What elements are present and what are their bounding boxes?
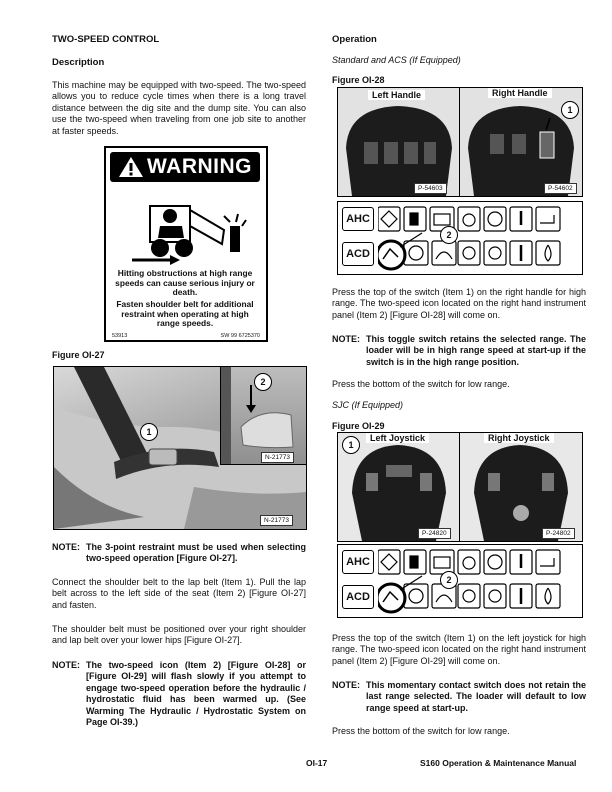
note-text: This toggle switch retains the selected range. The loader will be in high range speed at start-up if the switch is in the high range position. xyxy=(366,334,586,367)
figure-29-left-joystick-photo xyxy=(337,432,461,542)
right-joystick-label: Right Joystick xyxy=(484,433,554,443)
figure-27-label: Figure OI-27 xyxy=(52,350,105,360)
figure-28-label: Figure OI-28 xyxy=(332,75,385,85)
right-handle-label: Right Handle xyxy=(488,88,552,98)
warning-hazard-text: Hitting obstructions at high range speeds can cause serious injury or death. xyxy=(115,268,255,298)
note-toggle-switch xyxy=(332,334,586,368)
page-number: OI-17 xyxy=(306,758,328,768)
warning-code-right: SW 99 6725370 xyxy=(220,333,260,339)
note-label: NOTE: xyxy=(52,660,80,670)
figure-29-label: Figure OI-29 xyxy=(332,421,385,431)
figure-27-callout-1: 1 xyxy=(140,423,158,441)
warning-header xyxy=(110,152,260,182)
figure-27-callout-2: 2 xyxy=(254,373,272,391)
description-heading: Description xyxy=(52,57,105,68)
left-handle-drawing xyxy=(338,88,460,196)
para-belt-position: The shoulder belt must be positioned over your right shoulder and lap belt over your lower hips [Figure OI-27]. xyxy=(52,624,306,646)
left-handle-label: Left Handle xyxy=(368,90,425,100)
loader-collision-icon xyxy=(112,186,258,266)
sjc-subheading: SJC (If Equipped) xyxy=(332,400,404,410)
figure-28-right-handle-photo xyxy=(459,87,583,197)
warning-decal xyxy=(104,146,268,342)
figure-29-ref-left: P-24820 xyxy=(418,528,451,539)
note-text: The two-speed icon (Item 2) [Figure OI-28] or [Figure OI-29] will flash slowly if you attempt to engage two-speed operation before the hydraulic / hydrostatic fluid has been warmed up. (See Warming The Hydraulic / Hydrostatic System on Page OI-39.) xyxy=(86,660,306,728)
note-restraint xyxy=(52,542,306,565)
warning-title: WARNING xyxy=(147,155,252,178)
note-label: NOTE: xyxy=(332,680,360,690)
left-joystick-label: Left Joystick xyxy=(366,433,429,443)
para-low-range-joystick: Press the bottom of the switch for low range. xyxy=(332,726,510,736)
panel-icons xyxy=(378,548,578,614)
figure-28-ref-left: P-54603 xyxy=(414,183,447,194)
right-joystick-drawing xyxy=(460,433,582,541)
warning-code-left: 53913 xyxy=(112,333,128,339)
note-text: This momentary contact switch does not retain the last range selected. The loader will default to low range speed at start-up. xyxy=(366,680,586,713)
para-high-range-handle: Press the top of the switch (Item 1) on the right handle for high range. The two-speed icon located on the right hand instrument panel (Item 2) [Figure OI-28] will come on. xyxy=(332,287,586,320)
figure-28-callout-2: 2 xyxy=(440,226,458,244)
figure-29-ref-right: P-24802 xyxy=(542,528,575,539)
figure-29-right-joystick-photo xyxy=(459,432,583,542)
note-text: The 3-point restraint must be used when selecting two-speed operation [Figure OI-27]. xyxy=(86,542,306,564)
acd-indicator: ACD xyxy=(342,242,374,266)
description-text: This machine may be equipped with two-speed. The two-speed allows you to reduce cycle times when there is a long travel distance between the dig site and the dump site. You can also use the two-speed when traveling from one job site to another at faster speeds. xyxy=(52,80,306,136)
warning-restraint-text: Fasten shoulder belt for additional restraint when operating at high range speeds. xyxy=(116,299,254,329)
standard-acs-subheading: Standard and ACS (If Equipped) xyxy=(332,55,461,65)
ahc-indicator: AHC xyxy=(342,550,374,574)
figure-28-instrument-panel xyxy=(337,201,583,275)
figure-29-callout-2: 2 xyxy=(440,571,458,589)
figure-28-callout-1: 1 xyxy=(561,101,579,119)
para-low-range-handle: Press the bottom of the switch for low range. xyxy=(332,379,510,389)
acd-indicator: ACD xyxy=(342,585,374,609)
warning-triangle-icon xyxy=(118,155,144,179)
panel-icons xyxy=(378,205,578,271)
figure-28-left-handle-photo xyxy=(337,87,461,197)
note-label: NOTE: xyxy=(332,334,360,344)
ahc-indicator: AHC xyxy=(342,207,374,231)
figure-27-photo xyxy=(53,366,307,530)
figure-27-inset-ref: N-21773 xyxy=(261,452,294,463)
note-flashing-icon xyxy=(52,660,306,728)
operation-heading: Operation xyxy=(332,34,377,45)
figure-27-main-ref: N-21773 xyxy=(260,515,293,526)
para-high-range-joystick: Press the top of the switch (Item 1) on the left joystick for high range. The two-speed icon located on the right hand instrument panel (Item 2) [Figure OI-29] will come on. xyxy=(332,633,586,666)
note-label: NOTE: xyxy=(52,542,80,552)
note-momentary-switch xyxy=(332,680,586,714)
figure-28-ref-right: P-54602 xyxy=(544,183,577,194)
manual-title: S160 Operation & Maintenance Manual xyxy=(420,758,577,768)
section-title: TWO-SPEED CONTROL xyxy=(52,34,160,45)
para-connect-belt: Connect the shoulder belt to the lap belt (Item 1). Pull the lap belt across to the left side of the seat (Item 2) [Figure OI-27] and fasten. xyxy=(52,577,306,610)
figure-29-instrument-panel xyxy=(337,544,583,618)
figure-29-callout-1: 1 xyxy=(342,436,360,454)
